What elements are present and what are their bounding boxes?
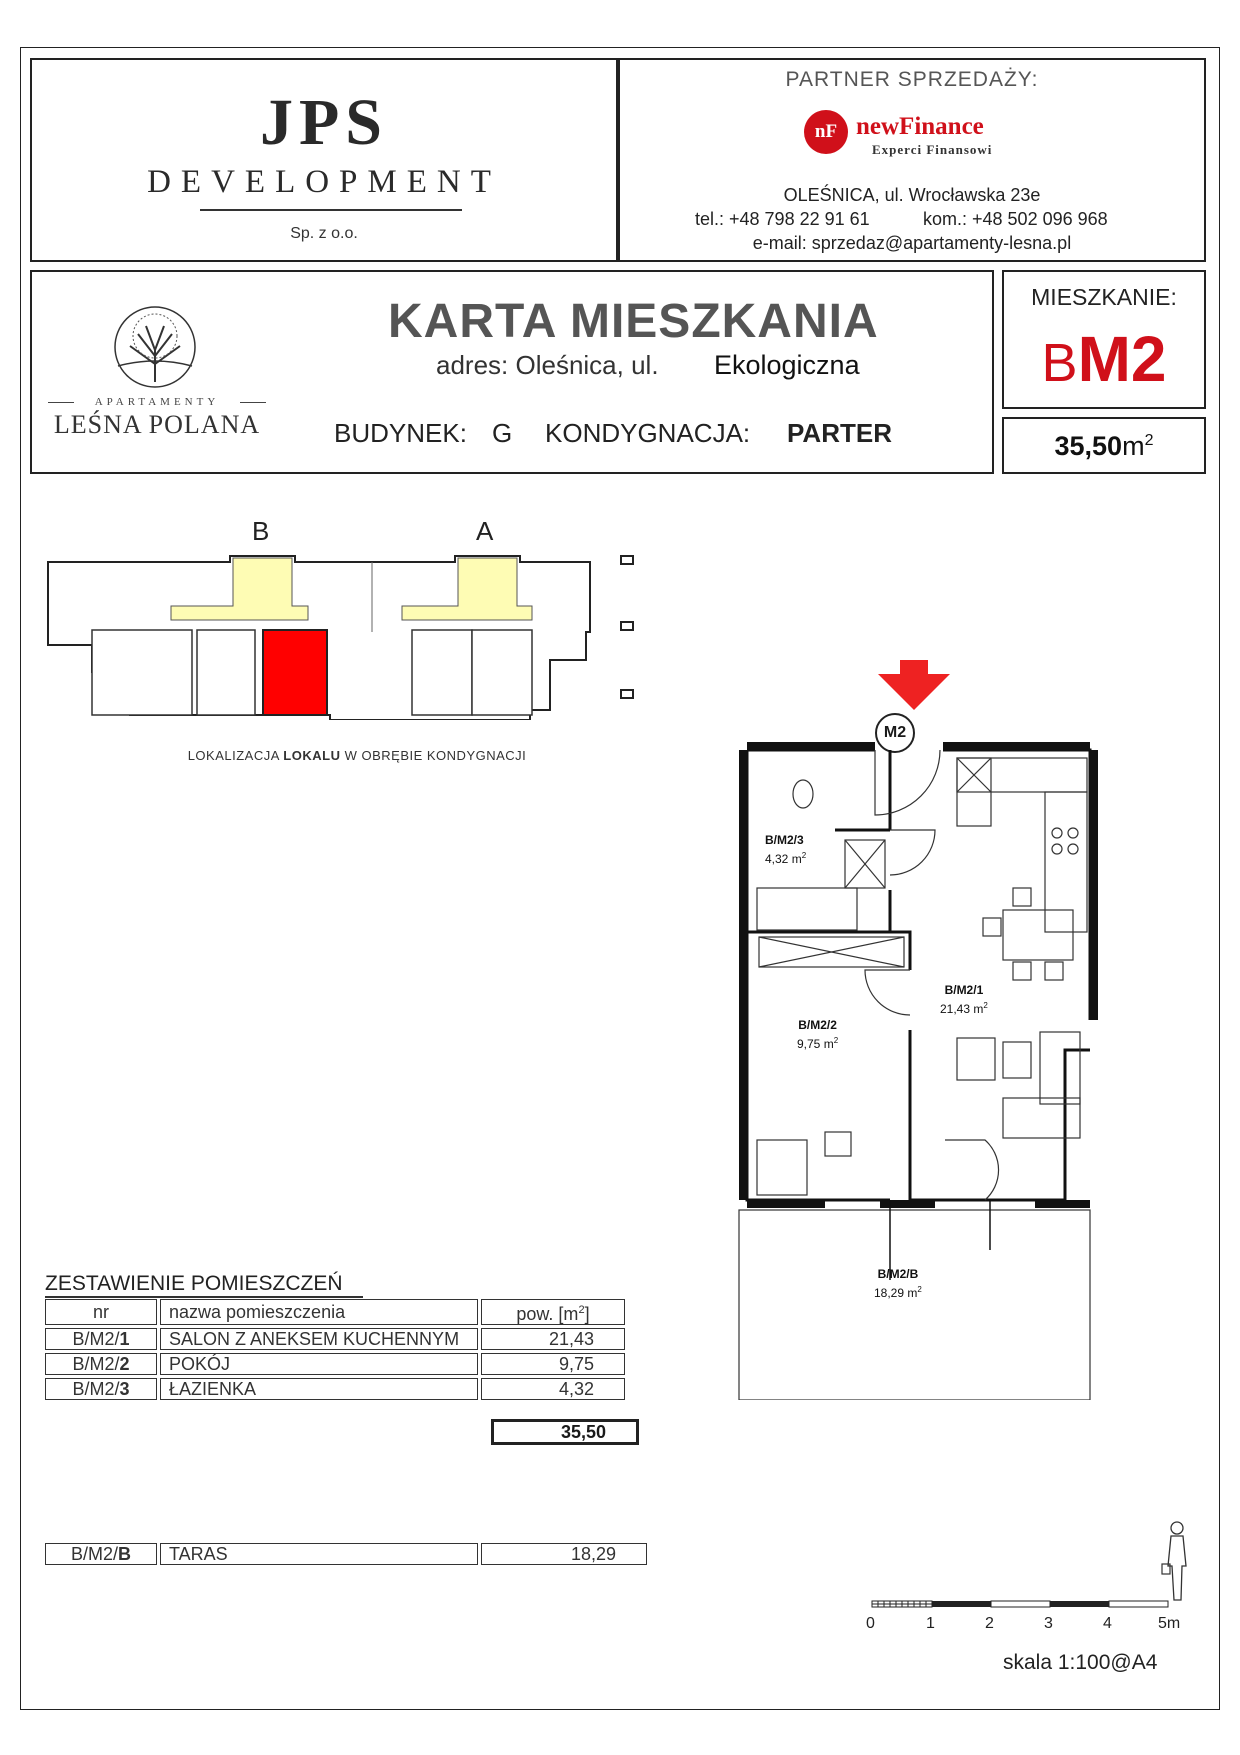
header-area: pow. $[m^2]$ [481,1299,625,1325]
apartment-location-highlight [263,630,327,715]
terrace-table [42,1540,650,1568]
scale-label: skala 1:100@A4 [1003,1651,1158,1674]
area-box [1002,417,1206,474]
project-logo-rule-right [240,402,266,403]
developer-name: JPS [259,86,389,159]
scale-bar [866,1598,1186,1612]
scale-tick-5: 5m [1158,1615,1181,1632]
building-value: G [492,418,513,448]
apartment-number: M2 [1077,323,1167,395]
scale-tick-2: 2 [985,1615,994,1632]
card-box [30,270,994,474]
apartment-label: MIESZKANIE: [1031,284,1177,310]
rooms-table [42,1296,628,1403]
building-label: BUDYNEK: [334,418,467,448]
rooms-total: 35,50 [491,1419,639,1445]
person-silhouette-icon [1160,1520,1194,1602]
plan-room-label-b: B/M2/B 18,29 $m^2$ [874,1267,922,1300]
entrance-arrow-icon [876,660,952,712]
apartment-area: $35,50m^2$ [1054,431,1154,461]
floor-label: KONDYGNACJA: [545,418,751,448]
stairwell-b [171,558,308,620]
table-row: B/M2/2 POKÓJ 9,75 [45,1353,625,1375]
apartment-prefix: B [1041,333,1078,393]
partner-heading: PARTNER SPRZEDAŻY: [785,68,1039,91]
key-plan [40,550,650,720]
partner-phone: tel.: +48 798 22 91 61 [695,209,870,229]
header-name: nazwa pomieszczenia [160,1299,478,1325]
developer-subtitle: DEVELOPMENT [147,164,501,200]
rooms-table-title: ZESTAWIENIE POMIESZCZEŃ [45,1272,343,1295]
partner-email[interactable]: e-mail: sprzedaz@apartamenty-lesna.pl [752,233,1072,253]
partner-box [618,58,1206,262]
scale-tick-1: 1 [926,1615,935,1632]
developer-legal: Sp. z o.o. [290,225,358,242]
partner-mobile: kom.: +48 502 096 968 [923,209,1108,229]
card-address-label: adres: Oleśnica, ul. [436,350,659,380]
card-address-street: Ekologiczna [714,350,860,380]
apartment-code [1004,322,1204,396]
project-logo-name: LEŚNA POLANA [53,410,261,439]
partner-address: OLEŚNICA, ul. Wrocławska 23e [783,185,1041,205]
apartment-box [1002,270,1206,409]
card-title: KARTA MIESZKANIA [388,295,879,348]
tree-logo-icon [112,304,198,390]
key-plan-label-a: A [476,516,494,546]
project-logo-rule [48,402,74,403]
plan-room-label-1: B/M2/1 21,43 $m^2$ [940,983,988,1016]
partner-logo-mark: nF [804,110,848,154]
scale-tick-0: 0 [866,1615,875,1632]
plan-room-label-3: B/M2/3 4,32 $m^2$ [765,833,807,866]
scale-tick-3: 3 [1044,1615,1053,1632]
partner-logo-name: newFinance [856,113,984,140]
plan-room-label-2: B/M2/2 9,75 $m^2$ [797,1018,839,1051]
project-logo-top: APARTAMENTY [94,396,220,408]
table-row: B/M2/1 SALON Z ANEKSEM KUCHENNYM 21,43 [45,1328,625,1350]
key-plan-caption: LOKALIZACJA LOKALU W OBRĘBIE KONDYGNACJI [187,748,527,763]
table-row: B/M2/B TARAS 18,29 [45,1543,647,1565]
scale-tick-4: 4 [1103,1615,1112,1632]
key-plan-label-b: B [252,516,270,546]
header-nr: nr [45,1299,157,1325]
entrance-tag: M2 [875,713,915,753]
developer-divider [200,209,462,211]
rooms-table-header [45,1299,625,1325]
table-row: B/M2/3 ŁAZIENKA 4,32 [45,1378,625,1400]
stairwell-a [402,558,532,620]
floor-value: PARTER [787,418,892,448]
developer-box [30,58,618,262]
partner-logo-tagline: Experci Finansowi [872,142,993,157]
